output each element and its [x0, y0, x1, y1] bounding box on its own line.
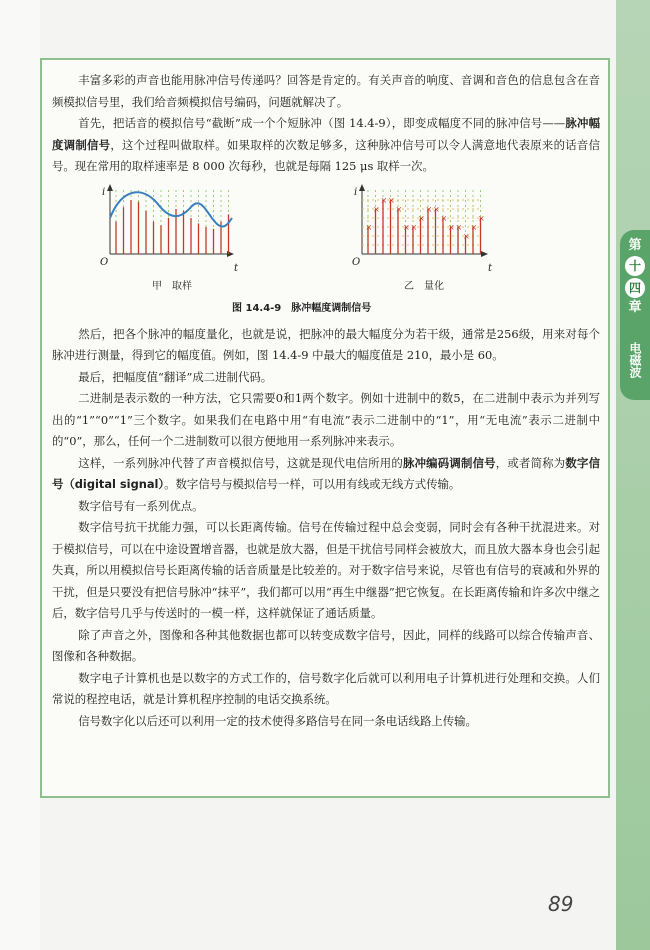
quantized-mark: ×	[440, 213, 448, 223]
paragraph-5: 二进制是表示数的一种方法，它只需要0和1两个数字。例如十进制中的数5，在二进制中表示为并列写出的“1”“0”“1”三个数字。如果我们在电路中用“有电流”表示二进制中的“1”，用“无电流”表示二进制中的“0”，那么，任何一个二进制数可以很方便地用一系列脉冲来表示。	[52, 391, 600, 448]
figure-caption: 图 14.4-9 脉冲幅度调制信号	[232, 302, 372, 314]
quantized-mark: ×	[403, 222, 410, 232]
quantized-mark: ×	[448, 222, 455, 232]
axis-i-left: i	[102, 186, 106, 198]
quantized-mark: ×	[470, 222, 478, 232]
term-digital-signal: 数字信号（digital signal）	[52, 455, 600, 491]
p6-text-c: ，或者简称为	[495, 455, 566, 470]
quantized-mark: ×	[388, 195, 395, 205]
chapter-suffix: 章	[628, 300, 642, 315]
term-pam: 脉冲幅度调制信号	[52, 116, 600, 152]
quantized-mark: ×	[463, 231, 470, 241]
chapter-tab	[620, 230, 650, 400]
left-label: 甲 取样	[152, 280, 192, 292]
chapter-number-2: 四	[625, 278, 645, 298]
chapter-title	[627, 342, 643, 378]
p2-text-c: ，这个过程叫做取样。如果取样的次数足够多，这种脉冲信号可以令人满意地代表原来的话音信号。现在常用的取样速率是 8 000 次每秒，也就是每隔 125 μs 取样一次。	[52, 137, 600, 173]
paragraph-1: 丰富多彩的声音也能用脉冲信号传递吗？回答是肯定的。有关声音的响度、音调和音色的信息包含在音频模拟信号里，我们给音频模拟信号编码，问题就解决了。	[52, 73, 600, 109]
paragraph-11: 信号数字化以后还可以利用一定的技术使得多路信号在同一条电话线路上传输。	[78, 713, 477, 728]
axis-i-right: i	[354, 186, 358, 198]
paragraph-8: 数字信号抗干扰能力强，可以长距离传输。信号在传输过程中总会变弱，同时会有各种干扰混进来。对于模拟信号，可以在中途设置增音器，也就是放大器，但是干扰信号同样会被放大，而且放大器本身也会引起失真，所以用模拟信号长距离传输的话音质量是比较差的。对于数字信号来说，尽管也有信号的衰减和外界的干扰，但是只要没有把信号脉冲“抹平”，我们都可以用“再生中继器”把它恢复。在长距离传输和许多次中继之后，数字信号几乎与传送时的一模一样，这样就保证了通话质量。	[52, 520, 600, 620]
quantized-mark: ×	[365, 222, 373, 232]
paragraph-3: 然后，把各个脉冲的幅度量化，也就是说，把脉冲的最大幅度分为若干级，通常是256级，用来对每个脉冲进行测量，得到它的幅度值。例如，图 14.4-9 中最大的幅度值是 210，最小是 60。	[52, 326, 600, 362]
chapter-number: 十	[625, 256, 645, 276]
page-margin	[0, 0, 40, 950]
quantized-mark: ×	[478, 213, 485, 223]
p2-text-a: 首先，把话音的模拟信号“截断”成一个个短脉冲（图 14.4-9），即变成幅度不同的脉冲信号——	[78, 116, 566, 130]
page-number: 89	[548, 892, 574, 916]
side-strip	[616, 0, 650, 950]
quantized-mark: ×	[395, 204, 403, 214]
paragraph-9: 除了声音之外，图像和各种其他数据也都可以转变成数字信号，因此，同样的线路可以综合传输声音、图像和各种数据。	[52, 627, 600, 663]
chapter-title-text: 电磁波	[628, 342, 642, 378]
right-label: 乙 量化	[404, 280, 444, 292]
axis-t-left: t	[234, 262, 239, 274]
origin-left: O	[100, 256, 109, 268]
term-pcm: 脉冲编码调制信号	[402, 455, 496, 470]
diagram-sampling	[107, 184, 234, 257]
quantized-mark: ×	[380, 195, 388, 205]
quantized-mark: ×	[410, 222, 418, 232]
chapter-prefix: 第	[628, 238, 642, 253]
quantized-mark: ×	[433, 204, 440, 214]
figure-14-4-9	[52, 178, 600, 324]
p6-text-a: 这样，一系列脉冲代替了声音模拟信号，这就是现代电信所用的	[78, 455, 403, 470]
diagram-quantization	[359, 184, 488, 257]
paragraph-7: 数字信号有一系列优点。	[78, 498, 204, 513]
quantized-mark: ×	[373, 204, 380, 214]
quantized-mark: ×	[425, 204, 433, 214]
p6-text-e: 。数字信号与模拟信号一样，可以用有线或无线方式传输。	[164, 477, 461, 491]
chapter-label	[620, 238, 650, 316]
paragraph-4: 最后，把幅度值“翻译”成二进制代码。	[78, 369, 273, 384]
quantized-mark: ×	[455, 222, 463, 232]
paragraph-6	[52, 453, 600, 496]
origin-right: O	[352, 256, 361, 268]
quantized-mark: ×	[418, 213, 425, 223]
paragraph-10: 数字电子计算机也是以数字的方式工作的，信号数字化后就可以利用电子计算机进行处理和交换。人们常说的程控电话，就是计算机程序控制的电话交换系统。	[52, 670, 600, 706]
paragraph-2	[52, 113, 600, 178]
axis-t-right: t	[488, 262, 493, 274]
body-text	[52, 70, 600, 732]
